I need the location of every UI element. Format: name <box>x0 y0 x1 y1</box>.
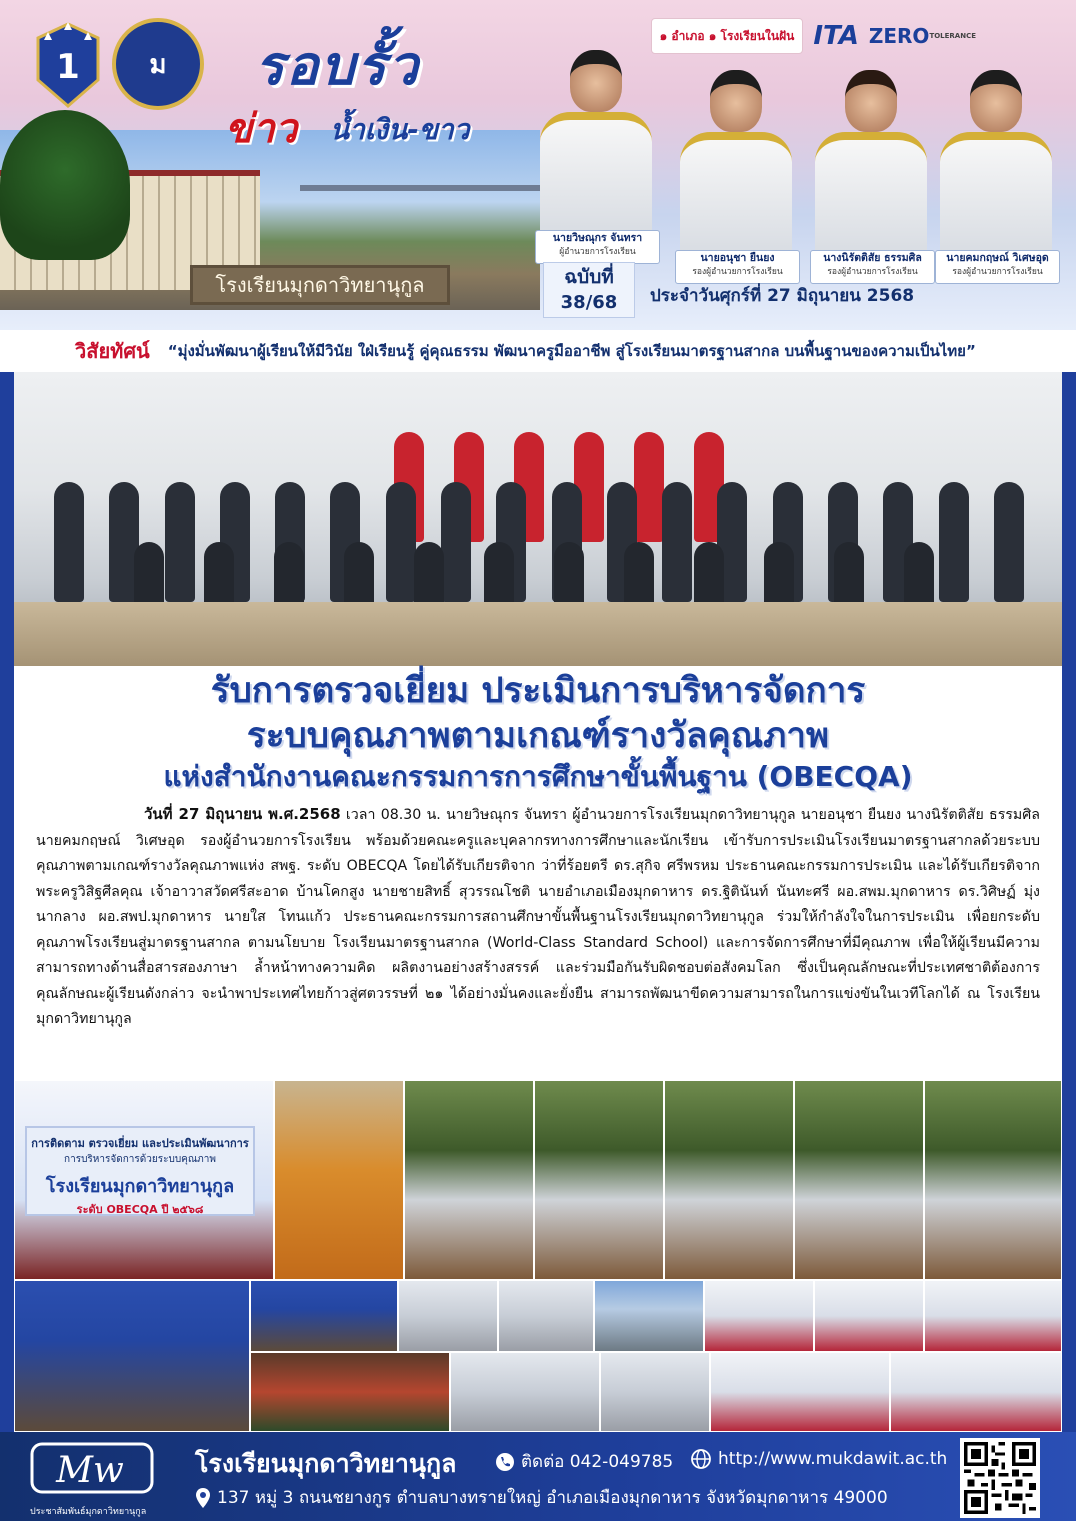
official-name: นายคมกฤษณ์ วิเศษอุด <box>946 252 1049 264</box>
newsletter-title: รอบรั้ว <box>255 34 421 97</box>
one-district-logo: ๑ อำเภอ ๑ โรงเรียนในฝัน <box>651 18 804 54</box>
speaker-photo <box>534 1080 664 1280</box>
camera-logo-icon <box>30 1436 170 1496</box>
masthead <box>0 0 1076 330</box>
booth-photo <box>814 1280 924 1352</box>
logo-mw-text: Mw <box>56 1450 124 1491</box>
tree-photo <box>0 110 130 260</box>
seal-letter: ม <box>149 49 167 80</box>
official-portrait <box>675 70 795 280</box>
student-activity-photo <box>600 1352 710 1432</box>
phone-icon <box>495 1452 515 1472</box>
footer-school-name: โรงเรียนมุกดาวิทยานุกูล <box>195 1449 457 1478</box>
article-date: วันที่ 27 มิถุนายน พ.ศ.2568 <box>144 805 341 823</box>
booth-photo <box>704 1280 814 1352</box>
footer <box>0 1432 1076 1521</box>
official-role: รองผู้อำนวยการโรงเรียน <box>827 267 918 277</box>
official-portrait <box>535 50 655 260</box>
badge-logo-icon <box>28 20 108 110</box>
headline-line-2: ระบบคุณภาพตามเกณฑ์รางวัลคุณภาพ <box>246 716 830 756</box>
monk-photo <box>274 1080 404 1280</box>
vision-text: “มุ่งมั่นพัฒนาผู้เรียนให้มีวินัย ใฝ่เรียนรู้ คู่คุณธรรม พัฒนาครูมืออาชีพ สู่โรงเรียนมาตรฐานสากล บนพื้นฐานของความเป็นไทย” <box>167 342 976 360</box>
vision-label: วิสัยทัศน์ <box>75 339 150 363</box>
headline <box>14 666 1062 798</box>
banner-level: ระดับ OBECQA ปี ๒๕๖๘ <box>76 1203 204 1216</box>
official-portrait <box>935 70 1055 280</box>
ita-logo: ITA <box>813 21 859 51</box>
issue-number: 38/68 <box>560 292 618 313</box>
performance-photo <box>250 1352 450 1432</box>
outdoor-photo <box>594 1280 704 1352</box>
globe-icon <box>690 1448 712 1470</box>
school-sign: โรงเรียนมุกดาวิทยานุกูล <box>190 265 450 305</box>
speaker-photo <box>664 1080 794 1280</box>
official-nameplate <box>535 230 660 264</box>
issue-label: ฉบับที่ <box>564 266 614 288</box>
logo-caption: ประชาสัมพันธ์มุกดาวิทยานุกูล <box>30 1507 147 1517</box>
article-body <box>14 798 1062 1080</box>
official-role: รองผู้อำนวยการโรงเรียน <box>952 267 1043 277</box>
speaker-photo <box>404 1080 534 1280</box>
contact-text: ติดต่อ 042-049785 <box>521 1452 674 1472</box>
bridge-silhouette <box>300 185 540 191</box>
meeting-table <box>14 602 1062 666</box>
official-nameplate <box>675 250 800 284</box>
address <box>195 1484 888 1511</box>
location-pin-icon <box>195 1487 211 1509</box>
exhibition-photo <box>710 1352 890 1432</box>
school-seal-icon <box>112 18 204 110</box>
banner-school: โรงเรียนมุกดาวิทยานุกูล <box>45 1176 235 1197</box>
zero-label: ZERO <box>868 24 930 48</box>
hall-photo <box>14 1280 250 1432</box>
headline-line-1: รับการตรวจเยี่ยม ประเมินการบริหารจัดการ <box>210 671 866 711</box>
newsletter-subtitle-colors: น้ำเงิน-ขาว <box>330 113 470 146</box>
website-link[interactable] <box>690 1448 947 1470</box>
banner-line-1: การติดตาม ตรวจเยี่ยม และประเมินพัฒนาการ <box>31 1137 249 1150</box>
official-name: นายวิษณุกร จันทรา <box>552 232 643 244</box>
classroom-photo <box>498 1280 594 1352</box>
zero-sub-label: TOLERANCE <box>929 31 976 40</box>
meeting-photo <box>250 1280 398 1352</box>
qr-code[interactable] <box>960 1438 1040 1518</box>
banner-photo <box>14 1080 274 1280</box>
official-name: นายอนุชา ยืนยง <box>700 252 775 264</box>
article-text: เวลา 08.30 น. นายวิษณุกร จันทรา ผู้อำนวยการโรงเรียนมุกดาวิทยานุกูล นายอนุชา ยืนยง นางนิรัตติสัย ธรรมศิล นายคมกฤษณ์ วิเศษอุด รองผู้อำนวยการโรงเรียน พร้อมด้วยคณะครูและบุคลากรทางการศึกษาและนักเรียน เข้ารับการประเมินโรงเรียนมาตรฐานสากลด้วยระบบคุณภาพตามเกณฑ์รางวัลคุณภาพแห่ง สพฐ. ระดับ OBECQA โดยได้รับเกียรติจาก ว่าที่ร้อยตรี ดร.สุกิจ ศรีพรหม ประธานคณะกรรมการประเมิน และได้รับเกียรติจาก พระครูวิสิฐศีลคุณ เจ้าอาวาสวัดศรีสะอาด บ้านโคกสูง นายชายสิทธิ์ สุวรรณโชติ นายอำเภอเมืองมุกดาหาร ดร.ฐิตินันท์ นันทะศรี ผอ.สพม.มุกดาหาร ดร.วิศิษฏ์ มุ่งนากลาง ผอ.สพป.มุกดาหาร นายใส โทนแก้ว ประธานคณะกรรมการสถานศึกษาขั้นพื้นฐานโรงเรียนมุกดาวิทยานุกูล ร่วมให้กำลังใจในการประเมิน เพื่อยกระดับคุณภาพโรงเรียนสู่มาตรฐานสากล ตามนโยบาย โรงเรียนมาตรฐานสากล (World-Class Standard School) และการจัดการศึกษาที่มีคุณภาพ เพื่อให้ผู้เรียนมีความสามารถทางด้านสื่อสารสองภาษา ล้ำหน้าทางความคิด ผลิตงานอย่างสร้างสรรค์ และร่วมมือกันรับผิดชอบต่อสังคมโลก ซึ่งเป็นคุณลักษณะที่ประเทศชาติต้องการ คุณลักษณะผู้เรียนดังกล่าว จะนำพาประเทศไทยก้าวสู่ศตวรรษที่ ๒๑ ได้อย่างมั่นคงและยั่งยืน สามารถพัฒนาขีดความสามารถในการแข่งขันในเวทีโลกได้ ณ โรงเรียนมุกดาวิทยานุกูล <box>36 807 1040 1027</box>
photo-collage <box>14 1080 1062 1432</box>
official-portrait <box>810 70 930 280</box>
qr-code-icon <box>964 1442 1036 1514</box>
exhibition-photo <box>890 1352 1062 1432</box>
official-name: นางนิรัตติสัย ธรรมศิล <box>823 252 922 264</box>
issue-date: ประจำวันศุกร์ที่ 27 มิถุนายน 2568 <box>650 286 915 306</box>
obecqa-banner <box>25 1126 255 1216</box>
booth-photo <box>924 1280 1062 1352</box>
classroom-photo <box>398 1280 498 1352</box>
speaker-photo <box>924 1080 1062 1280</box>
official-role: รองผู้อำนวยการโรงเรียน <box>692 267 783 277</box>
badge-logo-number: 1 <box>56 47 80 87</box>
vision-bar <box>0 330 1076 372</box>
newsletter-subtitle-news: ข่าว <box>225 106 298 152</box>
official-nameplate <box>810 250 935 284</box>
official-role: ผู้อำนวยการโรงเรียน <box>559 247 636 257</box>
headline-line-3: แห่งสำนักงานคณะกรรมการการศึกษาขั้นพื้นฐาน (OBECQA) <box>163 760 913 793</box>
official-nameplate <box>935 250 1060 284</box>
article-paragraph <box>36 802 1040 1033</box>
address-text: 137 หมู่ 3 ถนนชยางกูร ตำบลบางทรายใหญ่ อำเภอเมืองมุกดาหาร จังหวัดมุกดาหาร 49000 <box>217 1488 888 1508</box>
contact-phone <box>495 1448 673 1475</box>
main-panel <box>0 372 1076 1432</box>
speaker-photo <box>794 1080 924 1280</box>
student-activity-photo <box>450 1352 600 1432</box>
issue-box <box>543 262 635 318</box>
website-url[interactable]: http://www.mukdawit.ac.th <box>718 1449 948 1469</box>
banner-line-2: การบริหารจัดการด้วยระบบคุณภาพ <box>64 1154 216 1165</box>
group-photo <box>14 372 1062 666</box>
